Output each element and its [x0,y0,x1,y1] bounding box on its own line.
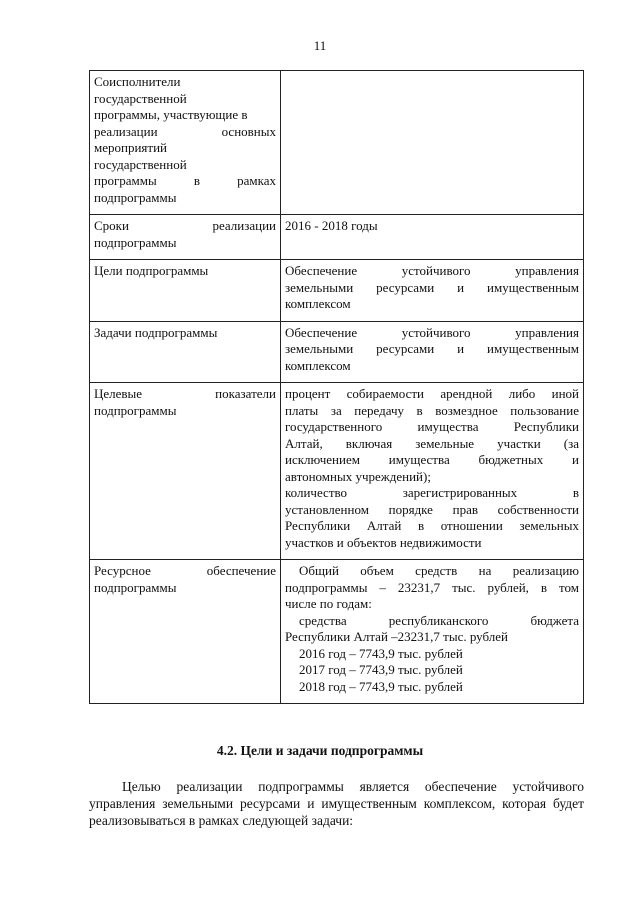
label-line: программы, участвующие в [94,107,248,122]
row-value-tasks [281,321,584,383]
value-line: числе по годам: [285,596,372,611]
label-line: подпрограммы [94,189,177,205]
value-line: подпрограммы – 23231,7 тыс. рублей, в том [285,579,579,595]
value-line: участков и объектов недвижимости [285,534,482,550]
table-row [90,71,584,215]
label-line: подпрограммы [94,579,177,595]
row-label-terms [90,215,281,260]
row-value-coexecutors [281,71,584,215]
value-line: 2018 год – 7743,9 тыс. рублей [299,678,463,694]
value-line: государственного имущества Республики [285,419,579,434]
value-line: средства республиканского бюджета [299,612,579,628]
value-line: комплексом [285,296,351,311]
table-row [90,560,584,704]
page-number: 11 [313,38,327,53]
value-line: комплексом [285,357,351,373]
label-line: реализации основных [94,123,276,139]
row-value-goals [281,260,584,322]
value-line: Республики Алтай в отношении земельных [285,518,579,533]
value-line: количество зарегистрированных в [285,485,579,500]
label-line: мероприятий [94,140,167,155]
value-line: процент собираемости арендной либо иной [285,386,579,401]
row-label-tasks [90,321,281,383]
value-line: Обеспечение устойчивого управления [285,263,579,278]
row-label-goals [90,260,281,322]
value-line: исключением имущества бюджетных и [285,452,579,467]
row-label-coexecutors [90,71,281,215]
table-row [90,383,584,560]
label-line: Ресурсное обеспечение [94,563,276,578]
table-row [90,215,584,260]
value-line: земельными ресурсами и имущественным [285,279,579,295]
label-line: подпрограммы [94,402,177,418]
label-line: Задачи подпрограммы [94,324,218,340]
value-line: Общий объем средств на реализацию [299,563,579,578]
section-heading: 4.2. Цели и задачи подпрограммы [216,743,424,758]
body-paragraph: Целью реализации подпрограммы является обеспечение устойчивого управления земельными ресурсами и имущественным комплексом, которая будет реализовываться в рамках следующей задачи: [89,779,584,828]
value-line: платы за передачу в возмездное пользование [285,402,579,418]
row-value-terms [281,215,584,260]
table-row [90,260,584,322]
label-line: государственной [94,90,187,106]
value-line: установленном порядке прав собственности [285,501,579,517]
row-value-resources [281,560,584,704]
label-line: Целевые показатели [94,386,276,401]
label-line: Цели подпрограммы [94,263,209,278]
row-value-indicators [281,383,584,560]
row-label-indicators [90,383,281,560]
value-line: автономных учреждений); [285,468,431,484]
value-line: Республики Алтай –23231,7 тыс. рублей [285,629,509,644]
value-line: 2017 год – 7743,9 тыс. рублей [299,662,463,677]
value-line: Алтай, включая земельные участки (за [285,435,579,451]
value-line: земельными ресурсами и имущественным [285,341,579,356]
label-line: программы в рамках [94,173,276,188]
label-line: государственной [94,156,187,172]
row-label-resources [90,560,281,704]
label-line: подпрограммы [94,234,177,250]
subprogram-passport-table [89,70,584,704]
value-line: 2016 год – 7743,9 тыс. рублей [299,645,463,661]
label-line: Сроки реализации [94,218,276,233]
value-line: 2016 - 2018 годы [285,218,378,233]
table-row [90,321,584,383]
label-line: Соисполнители [94,74,181,89]
value-line: Обеспечение устойчивого управления [285,324,579,340]
